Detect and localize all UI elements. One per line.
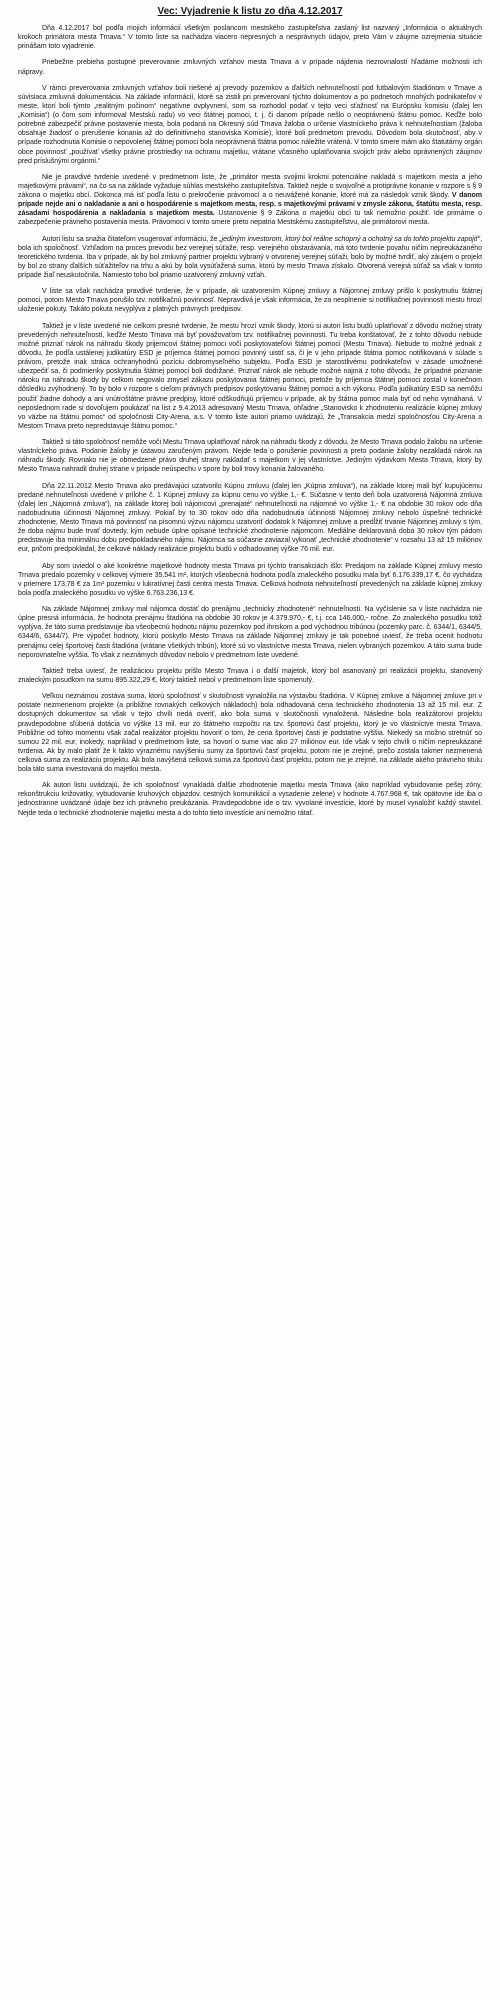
paragraph bbox=[18, 781, 482, 817]
paragraph-text: V liste sa však nachádza pravdivé tvrdenie, že v prípade, ak uzatvorením Kúpnej zmluvy a Nájomnej zmluvy prišlo k poskytnutiu štátnej pomoci, potom Mesto Trnava porušilo tzv. notifikačnú povinnosť. Nepravdivá je však informácia, že za nesplnenie si notifikačnej povinnosti mestu hrozí uloženie pokuty. Takáto pokuta nevyplýva z platných právnych predpisov. bbox=[18, 288, 482, 314]
paragraph-text: Taktiež si táto spoločnosť nemôže voči Mestu Trnava uplatňovať nárok na náhradu škody z dôvodu, že Mesto Trnava podalo žalobu na určenie vlastníckeho práva. Podanie žaloby je ústavou zaručeným právom. Nejde teda o porušenie povinnosti a preto podanie žaloby nezakladá nárok na náhradu škody. Rovnako nie je obmedzené právo druhej strany nakladať s majetkom v jej vlastníctve. Jediným výdavkom Mesta Trnava, ktorý by Mesto Trnava nahradil druhej strane v prípade neúspechu v spore by boli trovy konania žalovaného. bbox=[18, 439, 482, 474]
paragraph-text: Taktiež je v liste uvedené nie celkom presné tvrdenie, že mestu hrozí vznik škody, ktorú si autori listu budú uplatňovať z dôvodu možnej straty prevedených nehnuteľností, keďže Mesto Trnava má byť považovaťom tzv. notifikačnej povinnosti. Tu treba konštatovať, že z tohto dôvodu nebude možné priznať nárok na náhradu škody prijemcovi štátnej pomoci voči poskytovateľovi štátnej pomoci (Mestu Trnava). Nebude to možné jednak z dôvodu, že podľa ustálenej judikatúry ESD je príjemca štátnej pomoci povinný uistiť sa, či je v jeho prípade štátna pomoc notifikovaná v súlade s právom, pretože inak stráca ochranyhodnú pozíciu dobromyseľného subjektu. Podľa ESD je starostlivému podnikateľovi v zásade umožnené ubezpečiť sa, či podmienky poskytnutia štátnej pomoci boli dodržané. Priznať nárok ale nebude možné najmä z toho dôvodu, že prípadné priznanie nároku na náhradu škody by celkom negovalo zmysel zákazu poskytovania štátnej pomoci, pretože by príjemca štátnej pomoci zostal v konečnom dôsledku zvýhodnený. To by bolo v rozpore s cieľom právnych predpisov poskytovaniu štátnej pomoci a ich výkonu. Podľa judikatúry ESD sa nemôžu použiť žiadne dohody a ani vnútroštátne právne predpisy, ktoré odškodňujú príjemcu v prípade, ak by štátna pomoc mala byť od neho vymáhaná. V neposlednom rade si dovoľujem poukázať na list z 9.4.2013 adresovaný Mestu Trnava, ohľadne „Stanovisko k zhodnoteniu realizácie kúpnej zmluvy vo väzbe na štátnu pomoc“ od spoločnosti City-Arena, a.s. V tomto liste autori priamo uvádzajú, že „Transakcia medzi spoločnosťou City-Arena a Mestom Trnava preto nepredstavuje štátnu pomoc.“ bbox=[18, 322, 482, 430]
letter-subject: Vec: Vyjadrenie k listu zo dňa 4.12.2017 bbox=[157, 6, 343, 17]
paragraph bbox=[18, 605, 482, 660]
paragraph bbox=[18, 287, 482, 314]
paragraph bbox=[18, 692, 482, 774]
paragraph bbox=[18, 24, 482, 51]
paragraph bbox=[18, 667, 482, 685]
paragraph-text: Dňa 4.12.2017 bol podľa mojich informácií všetkým poslancom mestského zastupiteľstva zaslaný list nazvaný „Informácia o aktuálnych krokoch primátora mesta Trnava.“ V tomto liste sa nachádza viacero nepresných a nesprávnych údajov, preto Vám v záujme ozrejmenia situácie prinášam toto vyjadrenie. bbox=[18, 25, 482, 51]
paragraph bbox=[18, 235, 482, 280]
paragraph-text: Na základe Nájomnej zmluvy mal nájomca dostať do prenájmu „technicky zhodnotené“ nehnuteľnosti. Na vyčíslenie sa v liste nachádza nie úplne presná informácia, že hodnota prenájmu štadióna na obdobie 30 rokov je 4.379.970,- €, t.j. cca 146.000,- ročne. Zo znaleckého posudku totiž vyplýva, že táto suma predstavuje iba všeobecnú hodnotu nájmu pozemkov pod ihriskom a pod východnou tribúnou (pozemky parc. č. 6344/1, 6344/5, 6344/6, 6344/7). Pre výpočet hodnoty, ktorú poskytlo Mesto Trnava na základe Nájomnej zmluvy je tak potrebné uviesť, že treba ocenit hodnotu prenájmu celej športovej časti štadióna (vrátane všetkých tribún), ktoré sú vo vlastníctve mesta Trnava, nielen vybraných pozemkov. A táto suma bude neporovnateľne vyššia. To však z neznámych dôvodov nebolo v predmetnom liste uvedené. bbox=[18, 606, 482, 659]
paragraph-text: Nie je pravdivé tvrdenie uvedené v predmetnom liste, že „primátor mesta svojimi krokmi potenciálne nakladá s majetkom mesta a jeho majetkovými právami“, na čo sa na základe vyžaduje súhlas mestského zastupiteľstva. Taktiež nejde o svojvoľné a protiprávne konanie v rozpore s § 9 zákona o majetku obcí. Dokonca má ísť podľa listu o prekročenie právomocí a o neuvážené konanie, ktoré má za následok vznik škody. bbox=[18, 173, 482, 200]
italic-quote: „jediným investorom, ktorý bol reálne schopný a ochotný sa do tohto projektu zapojiť“ bbox=[219, 235, 481, 243]
paragraph-text: V rámci preverovania zmluvných vzťahov boli riešené aj prevody pozemkov a ďalších nehnuteľností pod futbalovým štadiónom v Trnave a súvisiaca zmluvná dokumentácia. Na základe informácií, ktoré sa zistili pri preverovaní týchto dokumentov a po podnetoch mnohých podnikateľov v meste, ktorí boli týmto „realitným počinom“ negatívne ovplyvnení, som sa rozhodol podať v tejto veci sťažnosť na Európsku komisiu (ďalej len „Komisia“) (o čom som informoval Mestskú radu) vo veci štátnej pomoci, t. j. či danom prípade nešlo o neoprávnenú štátnu pomoc. Keďže bolo potrebné zabezpečiť právne postavenie mesta, bola podaná na Okresný súd Trnava žaloba o určenie vlastníckeho práva k nehnuteľnostiam (žaloba obsahuje žiadosť o prerušenie konania až do definitívneho stanoviska Komisie), ktoré boli predmetom prevodu. Dôvodom bola skutočnosť, aby v prípade rozhodnutia Komisie o nepovolenej štátnej pomoci bola neoprávnená štátna pomoc náležite vrátená. V tomto smere mám ako štatutárny orgán obce povinnosť „používať všetky právne prostriedky na ochranu majetku, vrátane včasného uplatňovania svojich práv alebo oprávnených záujmov pred príslušnými orgánmi.“ bbox=[18, 84, 482, 165]
paragraph-text: , bola ich spoločnosť. Vzhľadom na proces prevodu bez verejnej súťaže, resp. verejného obstarávania, má toto tvrdenie povahu ničím nepreukázaného teoretického tvrdenia. Iba v prípade, ak by bol zmluvný partner projektu vybraný v otvorenej verejnej súťaži, bolo by možné tvrdiť, aký záujem o projekt by bol zo strany ďalších súťažiteľov na trhu a akú by bola vysúťažená suma, ktorú by mesto Trnava získalo. Otvorená verejná súťaž sa však v tomto prípade žiaľ neuskutočnila. Namiesto toho bol priamo uzatvorený zmluvný vzťah. bbox=[18, 235, 483, 279]
letter-body bbox=[18, 24, 482, 818]
paragraph-text: Ak autori listu uvádzajú, že ich spoločnosť vynakladá ďalšie zhodnotenie majetku mesta Trnava (ako napríklad vybudovanie pešej zóny, rekonštrukciu križovatky, vybudovanie kruhových objazdov, cestných komunikácií a vysadenie zelene) v hodnote 4.767.968 €, tak opätovne ide iba o jednostranne uvádzané údaje bez ich právneho preukázania. Pravdepodobne ide o tzv. vyvolané investície, ktoré by musel vynaložiť každý stavitel. Nejde teda o technické zhodnotenie majetku mesta a do tohto tieto investície ani nemožno rátať. bbox=[18, 782, 482, 817]
paragraph-text: Veľkou neznámou zostáva suma, ktorú spoločnosť v skutočnosti vynaložila na výstavbu štadióna. V Kúpnej zmluve a Nájomnej zmluve pri v postate nezmenenom projekte (a približne rovnakých celkových nákladoch) bola odhadovaná cena technického zhodnotenia 13 až 15 mil. eur. Z dostupných dokumentov sa však v tejto chvíli nedá overiť, ako bola suma v skutočnosti vynaložená. Následne bola realizátorovi projektu pravdepodobne sľúbená dotácia vo výške 13 mil. eur zo štátneho rozpočtu na tzv. športovú časť projektu, ktorý je vo vlastníctve mesta Trnava. Približne od tohto momentu však začal realizátor projektu hovoriť o tom, že cena športovej časti je podstatne vyššia. Niekedy sa možno stretnúť so sumou 22 mil. eur, inokedy, napríklad v predmetnom liste, sa hovorí o sume viac ako 27 miliónov eur. Ide však v tejto chvíli o ničím nepreukázané tvrdenia. Ak by malo platiť že k takto výraznému navýšeniu sumy za športovú časť projektu, potom nie je zrejmé, prečo zostala takmer nezmenená celková suma za realizáciu projektu. Ak bola navýšená celková suma za športovú časť projektu, potom nie je zrejmé, na základe akého právneho titulu bola táto suma investovaná do majetku mesta. bbox=[18, 693, 482, 773]
paragraph bbox=[18, 438, 482, 474]
paragraph bbox=[18, 562, 482, 598]
paragraph bbox=[18, 58, 482, 76]
paragraph bbox=[18, 482, 482, 555]
paragraph-text: Aby som uviedol o aké konkrétne majetkové hodnoty mesta Trnava pri týchto transakciách išlo: Predajom na základe Kúpnej zmluvy mesto Trnava predalo pozemky v celkovej výmere 35.541 m², ktorých všeobecná hodnota podľa znaleckého posudku mala byť 6.176.339,17 €, čo vychádza v priemere 173,78 € za 1m² pozemku v lukratívnej časti centra mesta Trnava. Celková hodnota nehnuteľností prevedených na základe kúpnej zmluvy bola podľa znaleckého posudku vo výške 6.763.236,13 €. bbox=[18, 562, 482, 597]
letter-page bbox=[18, 0, 482, 818]
paragraph-text: Ustanovenie § 9 Zákona o majetku obcí tu tak nemožno použiť. Ide primárne o zabezpečenie právneho postavenia mesta. Právomoci v tomto smere preto nepatria Mestskému zastupiteľstvu, ale primátorovi mesta. bbox=[18, 210, 482, 227]
paragraph-text: Taktiež treba uviesť, že realizáciou projektu prišlo Mesto Trnava i o ďalší majetok, ktorý bol asanovaný pri realizácii projektu, stanovený znaleckým posudkom na sumu 895.322,29 €, ktorý taktiež nebol v predmetnom liste spomenutý. bbox=[18, 667, 482, 684]
paragraph bbox=[18, 322, 482, 431]
paragraph-text: Dňa 22.11.2012 Mesto Trnava ako predávajúci uzatvorilo Kúpnu zmluvu (ďalej len „Kúpna zmluva“), na základe ktorej mali byť kupujúcemu predané nehnuteľnosti uvedené v prílohe č. 1 Kúpnej zmluvy za kúpnu cenu vo výške 1,- €. Súčasne v tento deň bola uzatvorená Nájomná zmluva (ďalej len „Nájomná zmluva“), na základe ktorej boli nájomcovi „prenajaté“ nehnuteľnosti na nájomné vo výške 1,- € na obdobie 30 rokov odo dňa nadobudnutia účinnosti Nájomnej zmluvy. Pokiaľ by to 30 rokov odo dňa nadobudnutia účinnosti Nájomnej zmluvy nebolo úspešné technické zhodnotenie, Mesto Trnava má povinnosť na písomnú výzvu nájomcu uzatvoriť dodatok k Nájomnej zmluve a predĺžiť trvanie Nájomnej zmluvy s tým, že doba nájmu bude trvať dovtedy, kým nebude úplne opísané technické zhodnotenie nájomcom. Mediálne deklarovaná doba 30 rokov tým pádom predstavuje iba minimálnu dobu predpokladaného nájmu. Nájomca sa súčasne zaviazal vykonať „technické zhodnotenie“ v rozsahu 13 až 15 miliónov eur, pričom predpokladal, že celkové náklady realizácie projektu budú v odhadovanej výške 76 mil. eur. bbox=[18, 482, 482, 554]
paragraph-text: Autori listu sa snažia čitateľom vsugerovať informáciu, že bbox=[42, 235, 220, 243]
paragraph-text: Priebežne prebieha postupné preverovanie zmluvných vzťahov mesta Trnava a v prípade nájdenia nezrovnalostí hľadáme možnosti ich nápravy. bbox=[18, 59, 482, 76]
paragraph bbox=[18, 173, 482, 228]
bold-text: V danom prípade nejde ani o nakladanie a ani o hospodárenie s majetkom mesta, resp. s majetkovými právami v zmysle zákona, štatútu mesta, resp. zásadami hospodárenia a nakladania s majetkom mesta. bbox=[18, 192, 482, 218]
paragraph bbox=[18, 84, 482, 166]
